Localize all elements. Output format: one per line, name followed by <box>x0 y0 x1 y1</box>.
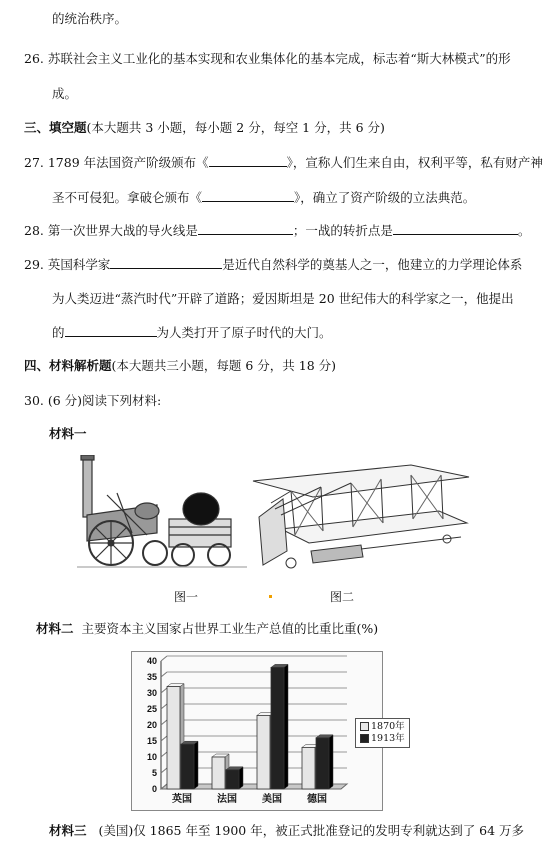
locomotive-illustration <box>77 455 247 575</box>
q27-text-3: 圣不可侵犯。拿破仑颁布《 <box>52 190 203 205</box>
gridline-diag <box>161 704 167 709</box>
answer-blank[interactable] <box>198 223 293 235</box>
gridline-diag <box>161 656 167 661</box>
biplane-illustration <box>251 459 471 577</box>
material-3 <box>49 823 524 839</box>
figure-2-caption: 图二 <box>330 590 355 604</box>
legend-item-1870 <box>360 721 405 733</box>
legend-label: 1870年 <box>371 721 405 732</box>
bar-side <box>239 767 243 789</box>
bar-美国-1913年 <box>271 667 284 789</box>
material-3-desc: (美国)仅 1865 年至 1900 年，被正式批准登记的发明专利就达到了 64 万多 <box>98 823 525 838</box>
bar-side <box>284 664 288 789</box>
q28-text-2: ；一战的转折点是 <box>292 223 393 238</box>
q28-text-1: 28. 第一次世界大战的导火线是 <box>24 223 198 238</box>
answer-blank[interactable] <box>393 223 518 235</box>
material-2 <box>36 621 378 637</box>
gridline-diag <box>161 752 167 757</box>
q27-text-2: 》，宣称人们生来自由，权利平等，私有财产神 <box>286 155 543 170</box>
bar-美国-1870年 <box>257 715 270 789</box>
section-4-heading <box>24 358 336 374</box>
decorative-dot <box>269 595 272 598</box>
q29-text-1: 29. 英国科学家 <box>24 257 111 272</box>
legend-label: 1913年 <box>371 733 405 744</box>
answer-blank[interactable] <box>65 325 157 337</box>
bar-德国-1870年 <box>302 747 315 789</box>
legend-swatch <box>360 722 369 731</box>
material-3-label: 材料三 <box>49 823 87 838</box>
question-26: 26. 苏联社会主义工业化的基本实现和农业集体化的基本完成，标志着“斯大林模式”的形 <box>24 51 511 66</box>
y-tick-label: 5 <box>151 768 157 778</box>
y-tick-label: 25 <box>146 704 157 714</box>
x-tick-label: 法国 <box>217 794 237 805</box>
legend-item-1913 <box>360 733 405 745</box>
question-28 <box>24 223 530 239</box>
chart-legend <box>355 718 410 748</box>
material-2-desc: 主要资本主义国家占世界工业生产总值的比重比重(%) <box>81 621 379 636</box>
q29-text-2: 是近代自然科学的奠基人之一，他建立的力学理论体系 <box>222 257 523 272</box>
y-tick-label: 10 <box>146 752 157 762</box>
legend-swatch <box>360 734 369 743</box>
bar-side <box>194 741 198 789</box>
section-4-desc: (本大题共三小题，每题 6 分，共 18 分) <box>111 358 337 373</box>
y-tick-label: 0 <box>151 784 157 794</box>
question-27-cont <box>52 190 475 206</box>
question-27 <box>24 155 543 171</box>
industrial-share-bar-chart <box>131 651 381 809</box>
q28-text-3: 。 <box>517 223 531 238</box>
section-3-desc: (本大题共 3 小题，每小题 2 分，每空 1 分，共 6 分) <box>86 120 385 135</box>
text-line: 的统治秩序。 <box>52 11 128 26</box>
answer-blank[interactable] <box>209 155 287 167</box>
gridline-diag <box>161 768 167 773</box>
section-3-heading <box>24 120 385 136</box>
q29-text-4: 为人类打开了原子时代的大门。 <box>156 325 332 340</box>
y-tick-label: 30 <box>146 688 157 698</box>
answer-blank[interactable] <box>202 190 294 202</box>
x-tick-label: 德国 <box>307 794 327 805</box>
gridline-diag <box>161 720 167 725</box>
x-tick-label: 英国 <box>172 794 192 805</box>
q27-text-4: 》，确立了资产阶级的立法典范。 <box>294 190 476 205</box>
bar-英国-1913年 <box>181 744 194 789</box>
y-tick-label: 40 <box>146 656 157 666</box>
gridline-diag <box>161 688 167 693</box>
gridline-diag <box>161 736 167 741</box>
question-26-cont: 成。 <box>52 86 78 101</box>
bar-side <box>329 735 333 789</box>
figure-1-caption: 图一 <box>174 590 199 604</box>
section-4-title: 四、材料解析题 <box>24 358 112 373</box>
question-29-cont: 为人类迈进“蒸汽时代”开辟了道路；爱因斯坦是 20 世纪伟大的科学家之一，他提出 <box>52 291 514 306</box>
answer-blank[interactable] <box>110 257 222 269</box>
section-3-title: 三、填空题 <box>24 120 87 135</box>
q29-text-3: 的 <box>52 325 65 340</box>
bar-法国-1913年 <box>226 770 239 789</box>
x-tick-label: 美国 <box>262 794 282 805</box>
question-29-cont2 <box>52 325 332 341</box>
q27-text-1: 27. 1789 年法国资产阶级颁布《 <box>24 155 209 170</box>
question-30: 30. (6 分)阅读下列材料: <box>24 393 162 408</box>
y-tick-label: 15 <box>146 736 157 746</box>
gridline-diag <box>161 672 167 677</box>
question-29 <box>24 257 522 273</box>
bar-德国-1913年 <box>316 738 329 789</box>
y-tick-label: 35 <box>146 672 157 682</box>
y-tick-label: 20 <box>146 720 157 730</box>
bar-法国-1870年 <box>212 757 225 789</box>
material-1-label: 材料一 <box>49 426 87 441</box>
bar-英国-1870年 <box>167 687 180 789</box>
material-2-label: 材料二 <box>36 621 74 636</box>
